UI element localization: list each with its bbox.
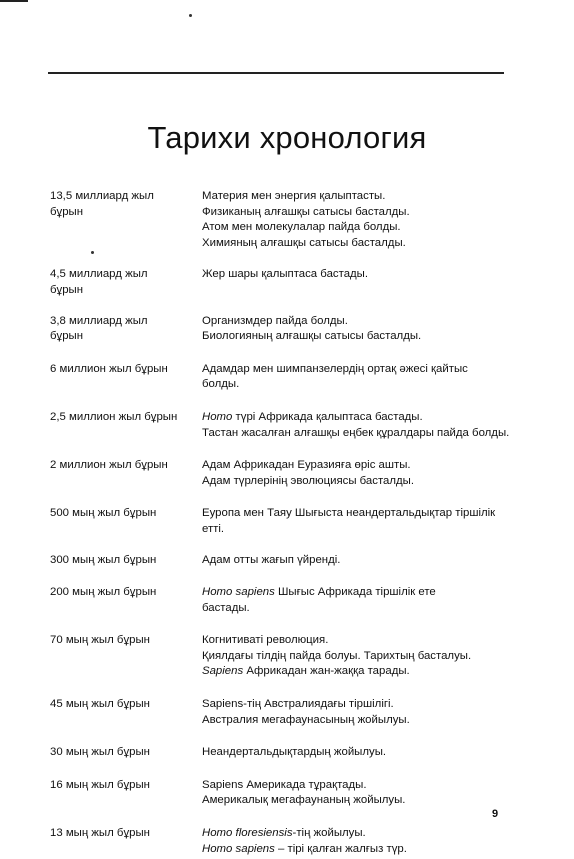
timeline-date: 45 мың жыл бұрын	[50, 698, 150, 711]
event-line	[202, 553, 520, 569]
scan-edge-mark	[0, 0, 28, 2]
event-line	[202, 842, 520, 858]
event-text: – тірі қалған жалғыз түр.	[274, 842, 407, 855]
event-text: Химияның алғашқы сатысы басталды.	[202, 236, 406, 249]
timeline-date: 30 мың жыл бұрын	[50, 746, 150, 759]
timeline-date: 2,5 миллион жыл бұрын	[50, 410, 178, 423]
event-line	[202, 220, 520, 236]
event-line	[202, 205, 520, 221]
species-name: Homo	[202, 410, 233, 423]
timeline-events	[202, 314, 520, 345]
timeline-row	[50, 362, 520, 393]
timeline-events	[202, 267, 520, 283]
event-line	[202, 362, 470, 393]
page-number: 9	[492, 808, 499, 820]
timeline-row	[50, 697, 520, 728]
timeline-events	[202, 458, 520, 489]
timeline-events	[202, 826, 520, 857]
timeline-events	[202, 553, 520, 569]
event-text: Шығыс Африкада тіршілік ете бастады.	[202, 586, 436, 614]
timeline-date: 4,5 миллиард жыл бұрын	[50, 268, 148, 296]
event-text: Адам түрлерінің эволюциясы басталды.	[202, 474, 415, 487]
event-line	[202, 664, 520, 680]
timeline-date: 2 миллион жыл бұрын	[50, 459, 168, 472]
timeline-row	[50, 553, 520, 569]
timeline-events	[202, 189, 520, 251]
timeline-date: 70 мың жыл бұрын	[50, 634, 150, 647]
timeline-date: 3,8 миллиард жыл бұрын	[50, 314, 148, 343]
event-text: Адам отты жағып үйренді.	[202, 553, 341, 566]
event-text: Адамдар мен шимпанзелердің ортақ әжесі қайтыс болды.	[202, 362, 468, 391]
event-line	[202, 633, 520, 649]
header-rule	[48, 72, 504, 74]
event-text: Атом мен молекулалар пайда болды.	[202, 221, 401, 234]
chronology-list	[50, 189, 520, 857]
event-line	[202, 778, 520, 794]
timeline-events	[202, 362, 520, 393]
event-line	[202, 410, 520, 426]
timeline-row	[50, 826, 520, 857]
timeline-date: 13 мың жыл бұрын	[50, 827, 150, 840]
event-text: Африкадан жан-жаққа тарады.	[243, 665, 410, 678]
timeline-date: 500 мың жыл бұрын	[50, 507, 157, 520]
scan-speck	[189, 14, 192, 17]
event-text: Sapiens Америкада тұрақтады.	[202, 778, 367, 791]
timeline-row	[50, 585, 520, 616]
event-text: Физиканың алғашқы сатысы басталды.	[202, 205, 410, 218]
species-name: Homo sapiens	[202, 842, 275, 855]
event-line	[202, 826, 520, 842]
event-text: Адам Африкадан Еуразияға өріс ашты.	[202, 459, 411, 472]
event-text: Австралия мегафаунасының жойылуы.	[202, 713, 410, 726]
event-text: Неандертальдықтардың жойылуы.	[202, 746, 387, 759]
event-line	[202, 458, 520, 474]
event-text: Материя мен энергия қалыптасты.	[202, 190, 386, 202]
page-title: Тарихи хронология	[147, 120, 427, 155]
event-text: Еуропа мен Таяу Шығыста неандертальдықтар тіршілік етті.	[202, 507, 496, 535]
event-line	[202, 713, 520, 729]
event-text: Sapiens-тің Австралиядағы тіршілігі.	[202, 698, 394, 711]
event-line	[202, 793, 520, 809]
event-line	[202, 314, 520, 330]
timeline-date: 200 мың жыл бұрын	[50, 586, 157, 599]
timeline-date: 16 мың жыл бұрын	[50, 778, 150, 791]
timeline-events	[202, 506, 520, 537]
event-line	[202, 236, 520, 252]
timeline-row	[50, 410, 520, 441]
timeline-events	[202, 697, 520, 728]
timeline-row	[50, 778, 520, 809]
timeline-date: 13,5 миллиард жыл бұрын	[50, 190, 154, 218]
event-line	[202, 649, 520, 665]
event-text: түрі Африкада қалыптаса бастады.	[232, 410, 423, 423]
timeline-events	[202, 633, 520, 680]
timeline-row	[50, 745, 520, 761]
event-line	[202, 745, 520, 761]
event-text: -тің жойылуы.	[292, 827, 366, 840]
timeline-events	[202, 778, 520, 809]
timeline-row	[50, 189, 520, 251]
event-line	[202, 329, 520, 345]
event-text: Америкалық мегафаунаның жойылуы.	[202, 794, 406, 807]
event-line	[202, 506, 497, 537]
event-line	[202, 189, 520, 205]
timeline-events	[202, 410, 520, 441]
event-text: Когнитиваті революция.	[202, 634, 329, 647]
event-line	[202, 697, 520, 713]
timeline-row	[50, 458, 520, 489]
timeline-events	[202, 585, 520, 616]
event-text: Тастан жасалған алғашқы еңбек құралдары пайда болды.	[202, 426, 510, 439]
species-name: Homo floresiensis	[202, 827, 293, 840]
timeline-row	[50, 506, 520, 537]
event-text: Биологияның алғашқы сатысы басталды.	[202, 330, 422, 343]
species-name: Homo sapiens	[202, 586, 275, 599]
event-text: Қиялдағы тілдің пайда болуы. Тарихтың басталуы.	[202, 649, 472, 662]
timeline-events	[202, 745, 520, 761]
event-line	[202, 585, 472, 616]
event-line	[202, 267, 520, 283]
event-text: Организмдер пайда болды.	[202, 314, 348, 327]
timeline-date: 6 миллион жыл бұрын	[50, 362, 168, 375]
timeline-row	[50, 633, 520, 680]
event-text: Жер шары қалыптаса бастады.	[202, 268, 369, 281]
event-line	[202, 474, 520, 490]
event-line	[202, 426, 510, 442]
timeline-row	[50, 314, 520, 345]
species-name: Sapiens	[202, 665, 244, 678]
timeline-date: 300 мың жыл бұрын	[50, 553, 157, 566]
timeline-row	[50, 267, 520, 298]
